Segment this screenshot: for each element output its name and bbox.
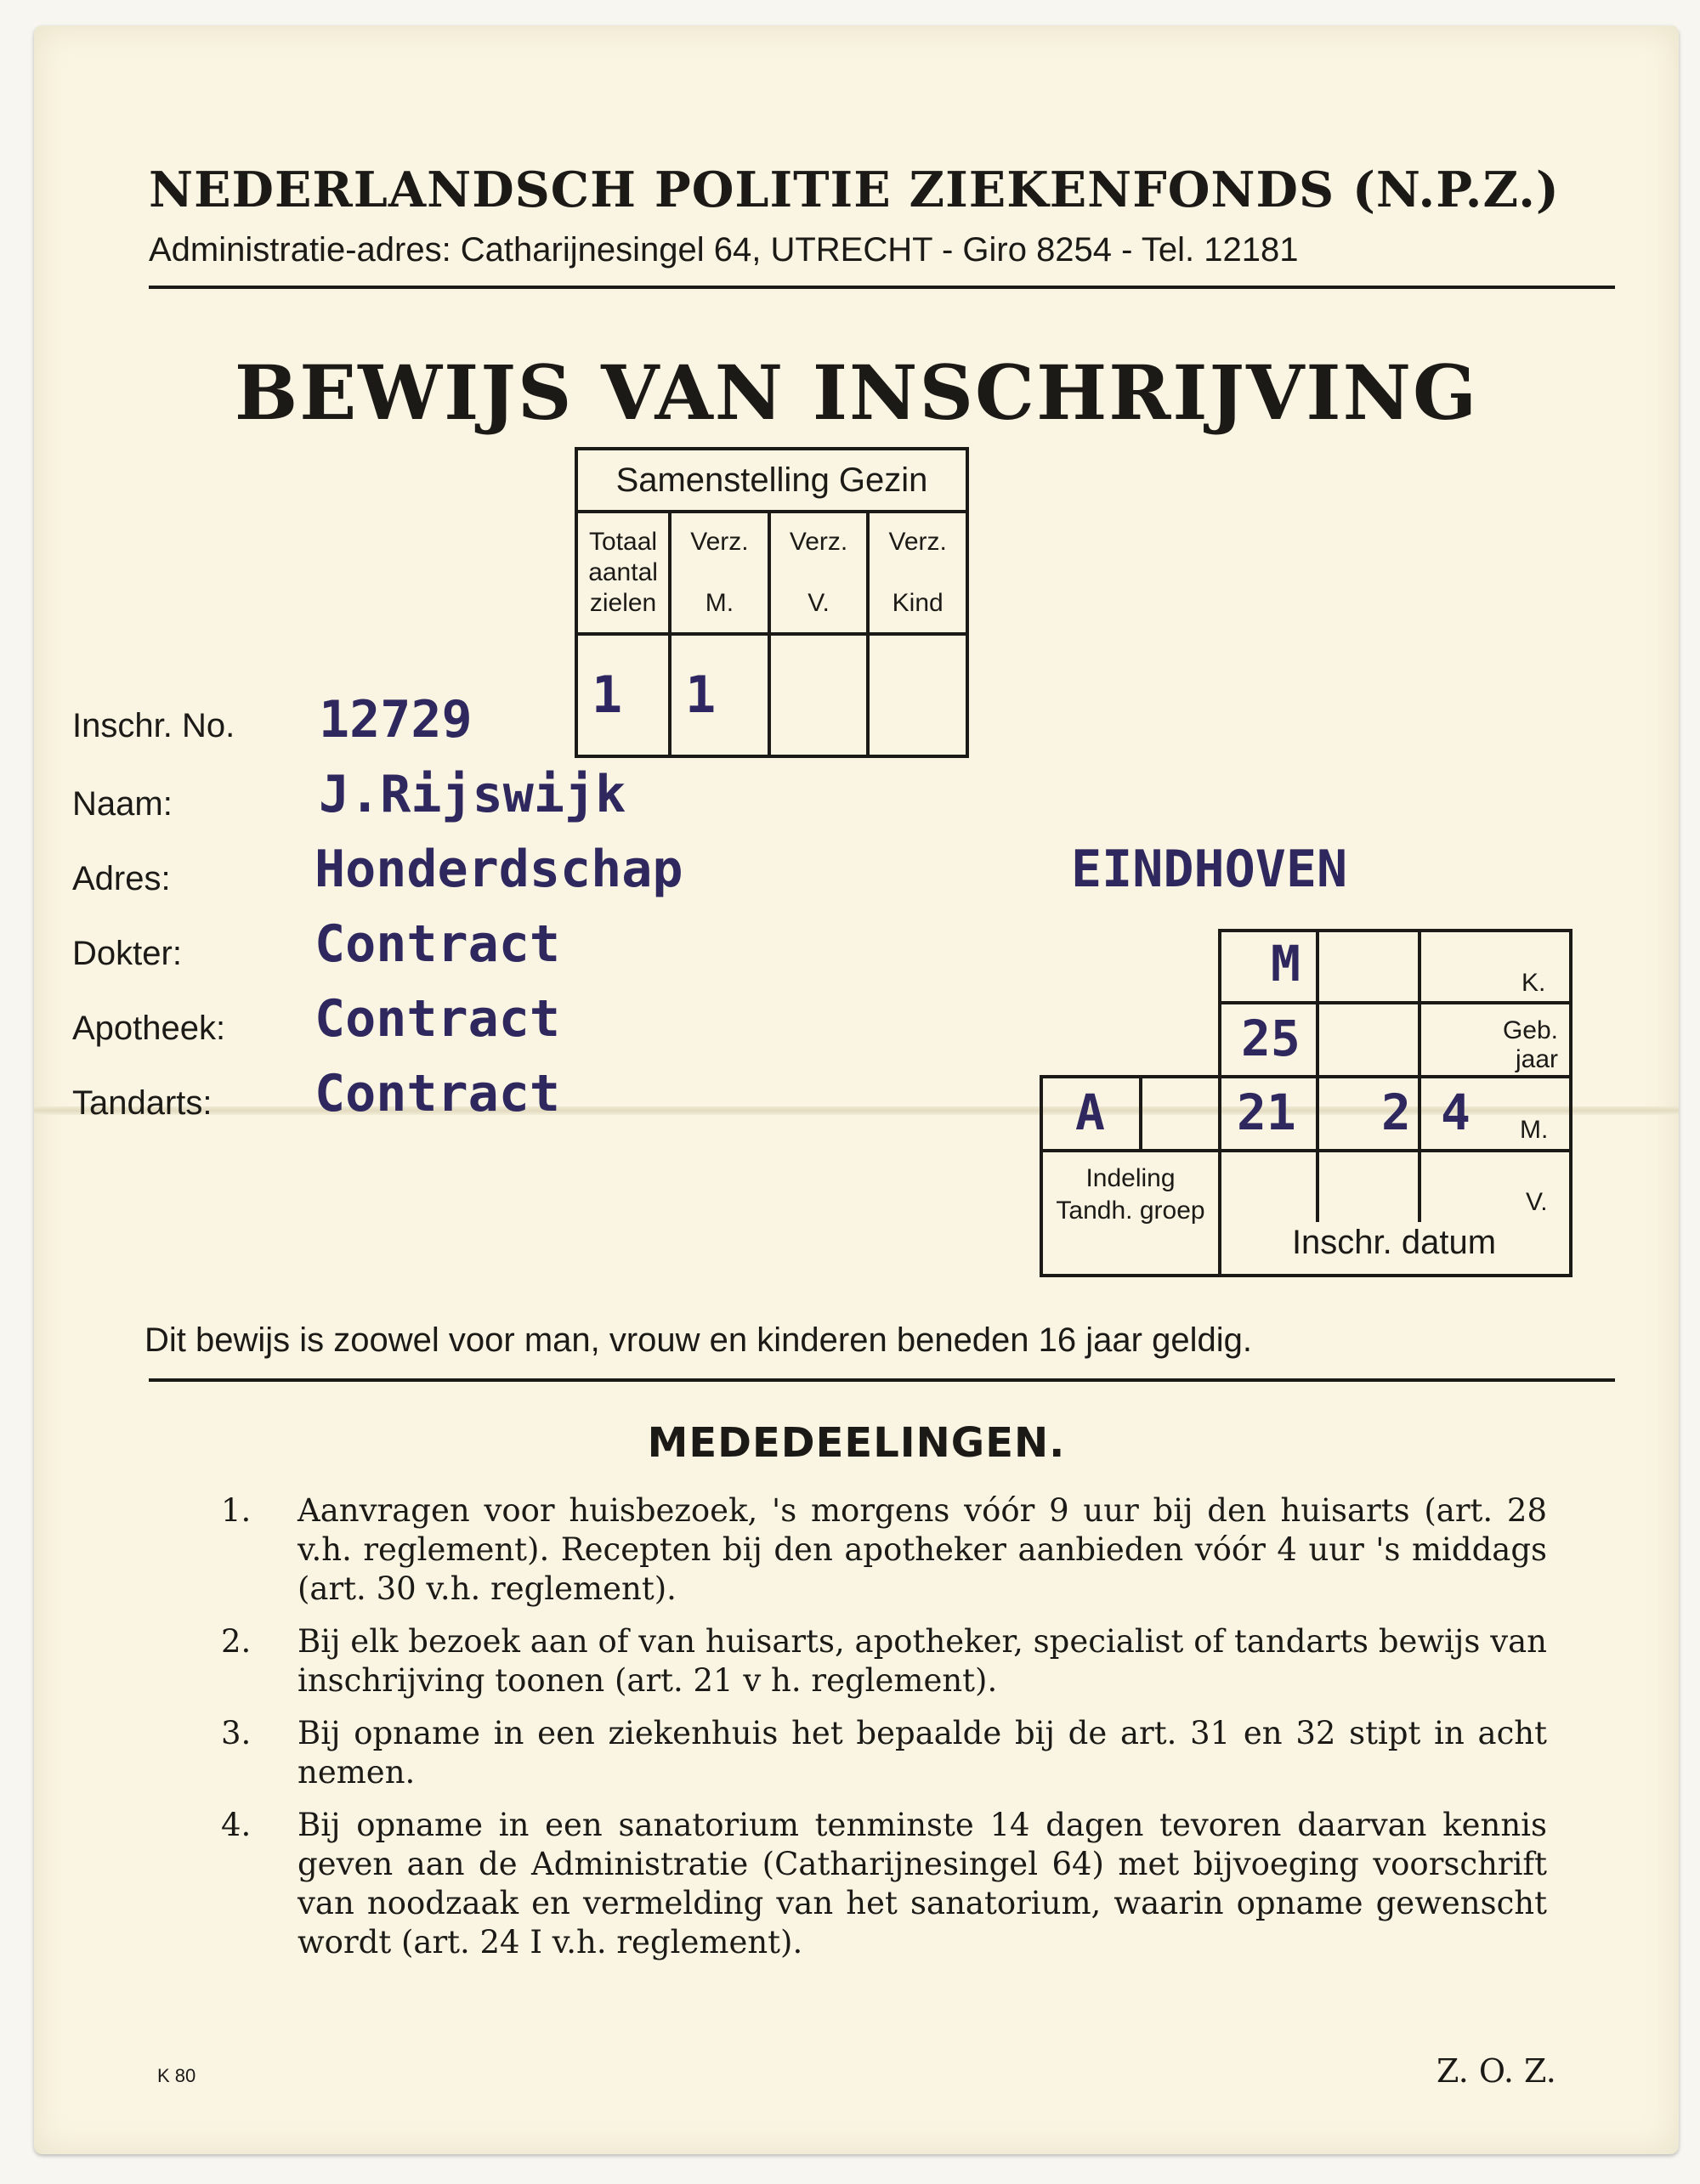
row-label-m: M. — [1520, 1116, 1549, 1144]
value-insured-female — [769, 634, 869, 756]
label-doctor: Dokter: — [72, 935, 182, 972]
value-insured-child — [868, 634, 967, 756]
item-text: Bij opname in een sanatorium tenminste 14 dagen tevoren daarvan kennis geven aan de Administratie (Catharijnesingel 64) met bijvoeging voorschrift van noodzaak en vermelding van het sanatorium, waarin opname gewenscht wordt (art. 24 I v.h. reglement). — [298, 1807, 1547, 1961]
item-text: Bij opname in een ziekenhuis het bepaalde bij de art. 31 en 32 stipt in acht nemen. — [298, 1715, 1547, 1791]
value-dentist: Contract — [314, 1064, 560, 1123]
value-name: J.Rijswijk — [319, 765, 626, 824]
label-pharmacy: Apotheek: — [72, 1010, 226, 1047]
label-registration-number: Inschr. No. — [72, 707, 235, 744]
value-month: 2 — [1381, 1084, 1411, 1141]
value-year-digit: 4 — [1441, 1084, 1470, 1141]
item-text: Aanvragen voor huisbezoek, 's morgens vóór 9 uur bij den huisarts (art. 28 v.h. reglement). Recepten bij den apotheker aanbieden vóór 4 uur 's middags (art. 30 v.h. reglement). — [298, 1492, 1547, 1607]
value-birth-year: 25 — [1241, 1010, 1300, 1067]
list-item — [221, 1491, 1547, 1609]
header-insured-female: Verz. V. — [769, 512, 869, 634]
value-day: 21 — [1237, 1084, 1296, 1141]
row-label-v: V. — [1526, 1188, 1548, 1216]
announcements-list — [221, 1491, 1547, 1976]
label-dentist: Tandarts: — [72, 1084, 212, 1122]
registration-card — [34, 25, 1679, 2154]
item-number: 2. — [221, 1623, 252, 1660]
item-text: Bij elk bezoek aan of van huisarts, apotheker, specialist of tandarts bewijs van inschrijving toonen (art. 21 v h. reglement). — [298, 1623, 1547, 1699]
label-name: Naam: — [72, 785, 173, 823]
label-inschr-datum: Inschr. datum — [1291, 1224, 1497, 1261]
value-city: EINDHOVEN — [1071, 840, 1348, 899]
document-title: BEWIJS VAN INSCHRIJVING — [234, 348, 1479, 437]
row-label-k: K. — [1522, 969, 1546, 997]
value-address: Honderdschap — [314, 840, 683, 899]
item-number: 1. — [221, 1492, 252, 1529]
header-total-souls: Totaal aantal zielen — [576, 512, 670, 634]
row-label-birth-year: Geb. jaar — [1502, 1016, 1558, 1073]
label-indeling-tandh-groep: Indeling Tandh. groep — [1056, 1164, 1205, 1225]
turn-over-note: Z. O. Z. — [1436, 2052, 1556, 2090]
family-composition-table — [575, 447, 969, 758]
item-number: 4. — [221, 1807, 252, 1843]
family-table-title: Samenstelling Gezin — [576, 449, 967, 512]
value-insured-male: 1 — [670, 634, 769, 756]
announcements-heading: MEDEDEELINGEN. — [647, 1419, 1066, 1467]
notes-rule — [149, 1378, 1615, 1382]
value-total-souls: 1 — [576, 634, 670, 756]
header-insured-child: Verz. Kind — [868, 512, 967, 634]
value-doctor: Contract — [314, 914, 560, 974]
validity-note: Dit bewijs is zoowel voor man, vrouw en kinderen beneden 16 jaar geldig. — [144, 1321, 1252, 1359]
header-insured-male: Verz. M. — [670, 512, 769, 634]
administration-address: Administratie-adres: Catharijnesingel 64, UTRECHT - Giro 8254 - Tel. 12181 — [149, 231, 1299, 269]
label-address: Adres: — [72, 860, 171, 897]
form-code: K 80 — [157, 2065, 196, 2086]
organization-name: NEDERLANDSCH POLITIE ZIEKENFONDS (N.P.Z.) — [149, 161, 1560, 218]
item-number: 3. — [221, 1715, 252, 1751]
header-rule — [149, 286, 1615, 289]
value-indeling: A — [1075, 1084, 1105, 1141]
value-pharmacy: Contract — [314, 989, 560, 1049]
list-item — [221, 1714, 1547, 1792]
list-item — [221, 1622, 1547, 1700]
value-k-col1: M — [1271, 935, 1300, 993]
list-item — [221, 1806, 1547, 1962]
value-registration-number: 12729 — [319, 690, 473, 750]
